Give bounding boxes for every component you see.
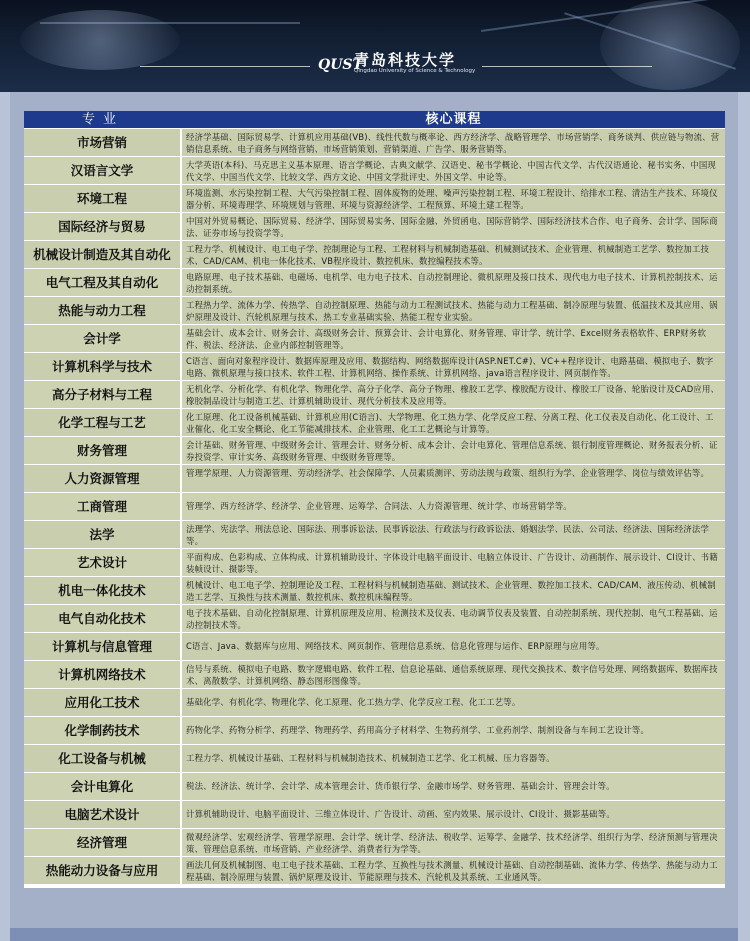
major-name: 汉语言文学 [24,157,182,184]
core-courses: C语言、面向对象程序设计、数据库原理及应用、数据结构、网络数据库设计(ASP.NET.C#)、VC++程序设计、电路基础、模拟电子、数字电路、微机原理与接口技术、软件工程、计算机网络、操作系统、计算机网络、java语言程序设计、网页制作等。 [182,353,725,380]
major-name: 电脑艺术设计 [24,801,182,828]
major-name: 机械设计制造及其自动化 [24,241,182,268]
major-name: 电气工程及其自动化 [24,269,182,296]
major-name: 工商管理 [24,493,182,520]
table-row [24,212,725,240]
core-courses: 机械设计、电工电子学、控制理论及工程、工程材料与机械制造基础、测试技术、企业管理、数控加工技术、CAD/CAM、液压传动、机械制造工艺学、互换性与技术测量、数控机床、数控机床编程等。 [182,577,725,604]
core-courses: 药物化学、药物分析学、药理学、物理药学、药用高分子材料学、生物药剂学、工业药剂学、制剂设备与车间工艺设计等。 [182,717,725,744]
table-row [24,240,725,268]
core-courses: C语言、Java、数据库与应用、网络技术、网页制作、管理信息系统、信息化管理与运作、ERP原理与应用等。 [182,633,725,660]
school-name: 青岛科技大学 [354,51,457,69]
major-name: 计算机网络技术 [24,661,182,688]
major-name: 热能与动力工程 [24,297,182,324]
left-border [0,92,10,941]
table-row [24,828,725,856]
table-row [24,856,725,884]
table-row [24,800,725,828]
table-row [24,744,725,772]
table-row [24,604,725,632]
core-courses: 信号与系统、模拟电子电路、数字逻辑电路、软件工程、信息论基础、通信系统原理、现代交换技术、数字信号处理、网络数据库、数据库技术、离散数学、计算机网络、静态图形图像等。 [182,661,725,688]
major-name: 市场营销 [24,129,182,156]
core-courses: 管理学、西方经济学、经济学、企业管理、运筹学、合同法、人力资源管理、统计学、市场营销学等。 [182,493,725,520]
table-row [24,408,725,436]
core-courses: 平面构成、色彩构成、立体构成、计算机辅助设计、字体设计电脑平面设计、电脑立体设计、广告设计、动画制作、展示设计、CI设计、书籍装帧设计、摄影等。 [182,549,725,576]
major-name: 财务管理 [24,437,182,464]
major-name: 高分子材料与工程 [24,381,182,408]
bottom-strip [10,928,738,941]
core-courses: 基础化学、有机化学、物理化学、化工原理、化工热力学、化学反应工程、化工工艺等。 [182,689,725,716]
column-header-courses: 核心课程 [425,112,482,127]
core-courses: 中国对外贸易概论、国际贸易、经济学、国际贸易实务、国际金融、外贸函电、国际营销学、国际经济技术合作、电子商务、会计学、国际商法、证券市场与投资学等。 [182,213,725,240]
table-row [24,660,725,688]
column-header-major: 专业 [81,112,124,127]
core-courses: 无机化学、分析化学、有机化学、物理化学、高分子化学、高分子物理、橡胶工艺学、橡胶配方设计、橡胶工厂设备、轮胎设计及CAD应用、橡胶制品设计与制造工艺、计算机辅助设计、现代分析技术及应用等。 [182,381,725,408]
core-courses: 微观经济学、宏观经济学、管理学原理、会计学、统计学、经济法、税收学、运筹学、金融学、技术经济学、组织行为学、经济预测与管理决策、管理信息系统、市场营销、产业经济学、消费者行为学等。 [182,829,725,856]
school-name-english: Qingdao University of Science & Technology [354,68,476,74]
core-courses: 化工原理、化工设备机械基础、计算机应用(C语言)、大学物理、化工热力学、化学反应工程、分离工程、化工仪表及自动化、化工设计、工业催化、化工安全概论、化工节能减排技术、企业管理、化工工艺概论与计算等。 [182,409,725,436]
table-row [24,772,725,800]
light-glow [20,10,180,70]
core-courses: 工程力学、机械设计基础、工程材料与机械制造技术、机械制造工艺学、化工机械、压力容器等。 [182,745,725,772]
core-courses: 计算机辅助设计、电脑平面设计、三维立体设计、广告设计、动画、室内效果、展示设计、CI设计、摄影基础等。 [182,801,725,828]
table-row [24,156,725,184]
table-row [24,632,725,660]
table-row [24,520,725,548]
major-name: 化学工程与工艺 [24,409,182,436]
table-row [24,716,725,744]
school-logo [318,48,478,80]
table-row [24,492,725,520]
header-divider-left [140,66,310,67]
right-border [738,92,750,941]
major-name: 人力资源管理 [24,465,182,492]
core-courses: 电子技术基础、自动化控制原理、计算机原理及应用、检测技术及仪表、电动调节仪表及装置、自动控制系统、现代控制、电气工程基础、运动控制技术等。 [182,605,725,632]
table-row [24,184,725,212]
table-header [24,111,725,128]
header-banner [0,0,750,92]
light-glow [600,0,740,90]
core-courses: 画法几何及机械制图、电工电子技术基础、工程力学、互换性与技术测量、机械设计基础、自动控制基础、流体力学、传热学、热能与动力工程基础、制冷原理与装置、锅炉原理及设计、节能原理与技术、汽轮机及其系统、工业通风等。 [182,857,725,884]
table-row [24,548,725,576]
core-courses: 经济学基础、国际贸易学、计算机应用基础(VB)、线性代数与概率论、西方经济学、战略管理学、市场营销学、商务谈判、供应链与物流、营销信息系统、电子商务与网络营销、市场营销策划、营销渠道、广告学、服务营销等。 [182,129,725,156]
major-name: 化工设备与机械 [24,745,182,772]
table-row [24,324,725,352]
table-row [24,464,725,492]
core-courses: 基础会计、成本会计、财务会计、高级财务会计、预算会计、会计电算化、财务管理、审计学、统计学、Excel财务表格软件、ERP财务软件、税法、经济法、企业内部控制管理等。 [182,325,725,352]
core-courses: 环境监测、水污染控制工程、大气污染控制工程、固体废物的处理、噪声污染控制工程、环境工程设计、给排水工程、清洁生产技术、环境仪器分析、环境毒理学、环境规划与管理、环境与资源经济学、工程预算、环境土建工程等。 [182,185,725,212]
core-courses: 会计基础、财务管理、中级财务会计、管理会计、财务分析、成本会计、会计电算化、管理信息系统、银行制度管理概论、财务报表分析、证券投资学、审计实务、高级财务管理、中级财务管理等。 [182,437,725,464]
core-courses: 税法、经济法、统计学、会计学、成本管理会计、货币银行学、金融市场学、财务管理、基础会计、管理会计等。 [182,773,725,800]
table-row [24,268,725,296]
major-name: 机电一体化技术 [24,577,182,604]
header-divider-right [482,66,652,67]
core-courses: 工程热力学、流体力学、传热学、自动控制原理、热能与动力工程测试技术、热能与动力工程基础、制冷原理与装置、低温技术及其应用、锅炉原理及设计、汽轮机原理与技术、热工专业基础实验、热能工程专业实验。 [182,297,725,324]
table-row [24,380,725,408]
major-name: 化学制药技术 [24,717,182,744]
course-table [24,111,725,888]
table-row [24,128,725,156]
major-name: 艺术设计 [24,549,182,576]
table-body [24,128,725,884]
core-courses: 大学英语(本科)、马克思主义基本原理、语言学概论、古典文献学、汉语史、秘书学概论、中国古代文学、古代汉语通论、秘书实务、中国现代文学、中国当代文学、比较文学、西方文论、中国文学批评史、外国文学、申论等。 [182,157,725,184]
table-row [24,576,725,604]
table-row [24,688,725,716]
major-name: 会计电算化 [24,773,182,800]
core-courses: 管理学原理、人力资源管理、劳动经济学、社会保障学、人员素质测评、劳动法规与政策、组织行为学、企业管理学、岗位与绩效评估等。 [182,465,725,492]
logo-mark-text: QUST [318,57,363,73]
major-name: 电气自动化技术 [24,605,182,632]
major-name: 国际经济与贸易 [24,213,182,240]
core-courses: 工程力学、机械设计、电工电子学、控制理论与工程、工程材料与机械制造基础、机械测试技术、企业管理、机械制造工艺学、数控加工技术、CAD/CAM、机电一体化技术、VB程序设计、数控机床、数控编程技术等。 [182,241,725,268]
major-name: 计算机科学与技术 [24,353,182,380]
qust-logo-icon [318,48,363,76]
major-name: 经济管理 [24,829,182,856]
table-row [24,436,725,464]
core-courses: 电路原理、电子技术基础、电磁场、电机学、电力电子技术、自动控制理论、微机原理及接口技术、现代电力电子技术、计算机控制技术、运动控制系统。 [182,269,725,296]
major-name: 环境工程 [24,185,182,212]
major-name: 热能动力设备与应用 [24,857,182,884]
table-row [24,352,725,380]
major-name: 计算机与信息管理 [24,633,182,660]
core-courses: 法理学、宪法学、刑法总论、国际法、刑事诉讼法、民事诉讼法、行政法与行政诉讼法、婚姻法学、民法、公司法、经济法、国际经济法学等。 [182,521,725,548]
table-row [24,296,725,324]
major-name: 会计学 [24,325,182,352]
major-name: 法学 [24,521,182,548]
major-name: 应用化工技术 [24,689,182,716]
